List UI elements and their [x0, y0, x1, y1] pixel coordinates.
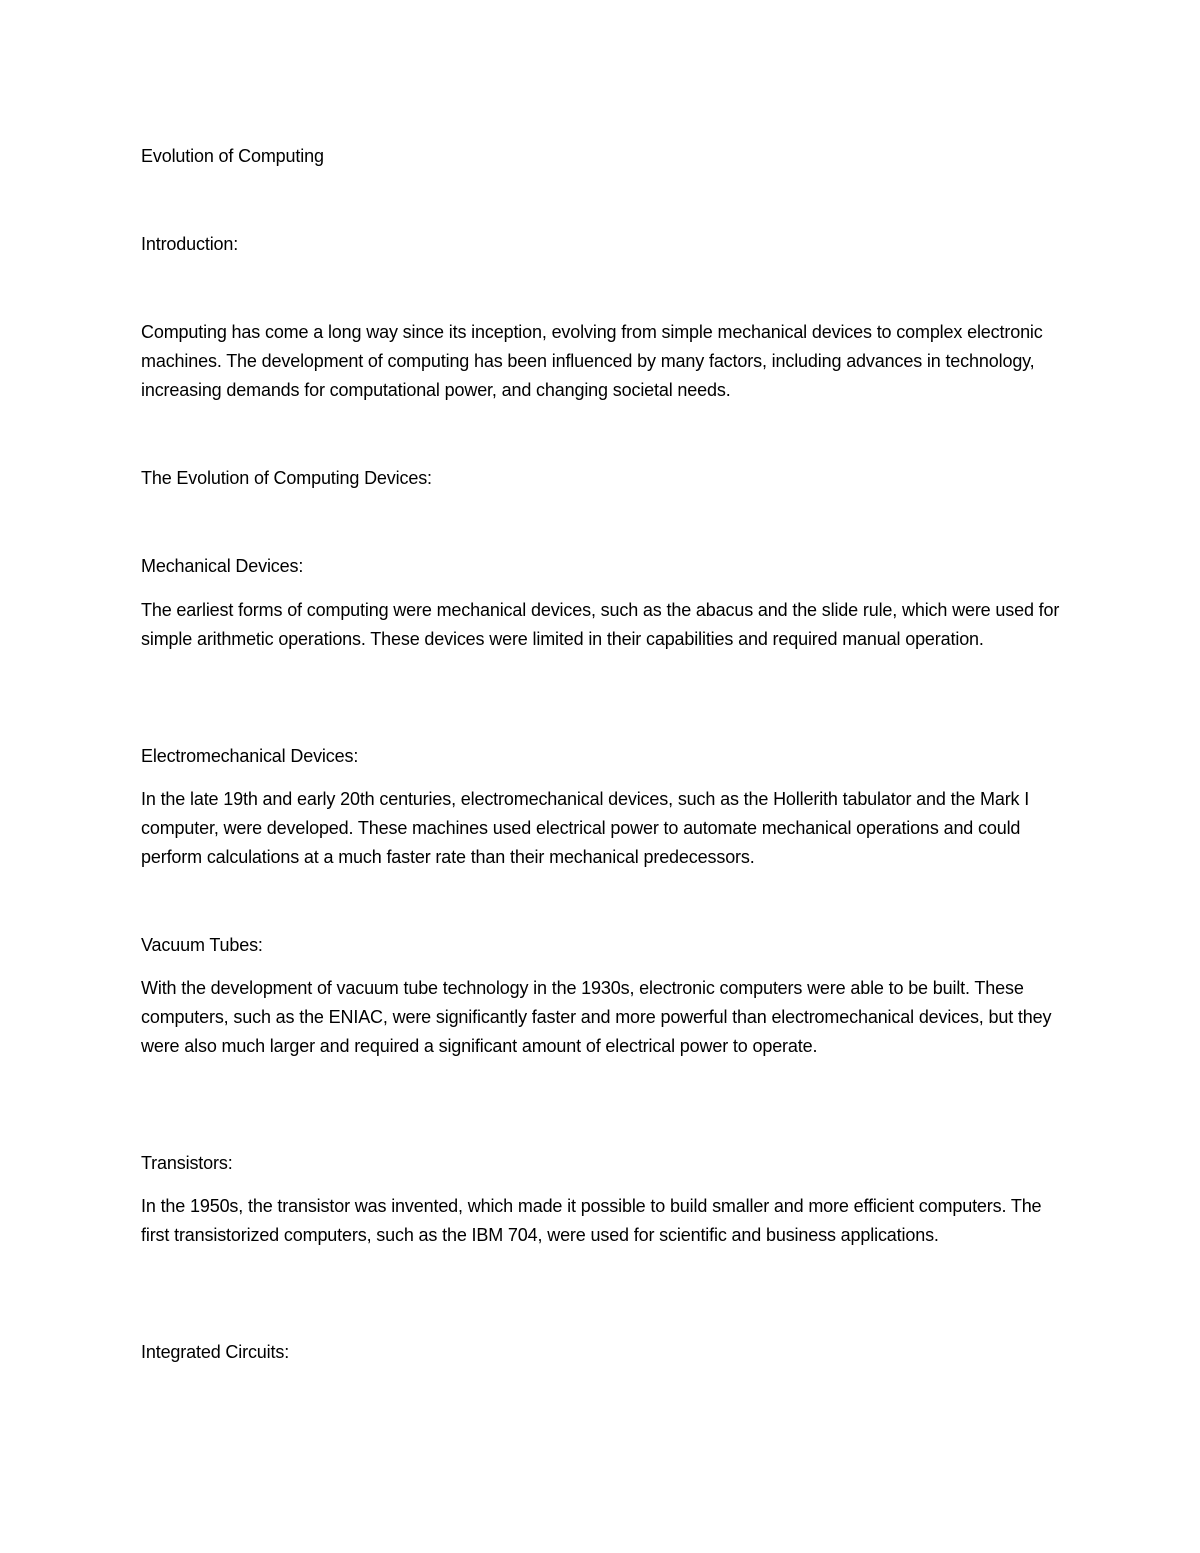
- transistors-heading: Transistors:: [141, 1153, 233, 1173]
- mechanical-devices-paragraph: The earliest forms of computing were mechanical devices, such as the abacus and the slide rule, which were used for simple arithmetic operations. These devices were limited in their capabilities and required manual operation.: [141, 600, 1060, 649]
- mechanical-devices-heading: Mechanical Devices:: [141, 556, 304, 576]
- evolution-heading: The Evolution of Computing Devices:: [141, 468, 432, 488]
- document-title: Evolution of Computing: [141, 146, 324, 166]
- transistors-paragraph: In the 1950s, the transistor was invented, which made it possible to build smaller and more efficient computers. The first transistorized computers, such as the IBM 704, were used for scientific and business applications.: [141, 1196, 1042, 1245]
- introduction-heading: Introduction:: [141, 234, 239, 254]
- integrated-circuits-heading: Integrated Circuits:: [141, 1342, 290, 1362]
- electromechanical-devices-paragraph: In the late 19th and early 20th centuries, electromechanical devices, such as the Hollerith tabulator and the Mark I computer, were developed. These machines used electrical power to automate mechanical operations and could perform calculations at a much faster rate than their mechanical predecessors.: [141, 789, 1030, 867]
- vacuum-tubes-heading: Vacuum Tubes:: [141, 935, 263, 955]
- electromechanical-devices-heading: Electromechanical Devices:: [141, 746, 359, 766]
- introduction-paragraph: Computing has come a long way since its inception, evolving from simple mechanical devices to complex electronic machines. The development of computing has been influenced by many factors, including advances in technology, increasing demands for computational power, and changing societal needs.: [141, 322, 1043, 400]
- vacuum-tubes-paragraph: With the development of vacuum tube technology in the 1930s, electronic computers were able to be built. These computers, such as the ENIAC, were significantly faster and more powerful than electromechanical devices, but they were also much larger and required a significant amount of electrical power to operate.: [141, 978, 1052, 1056]
